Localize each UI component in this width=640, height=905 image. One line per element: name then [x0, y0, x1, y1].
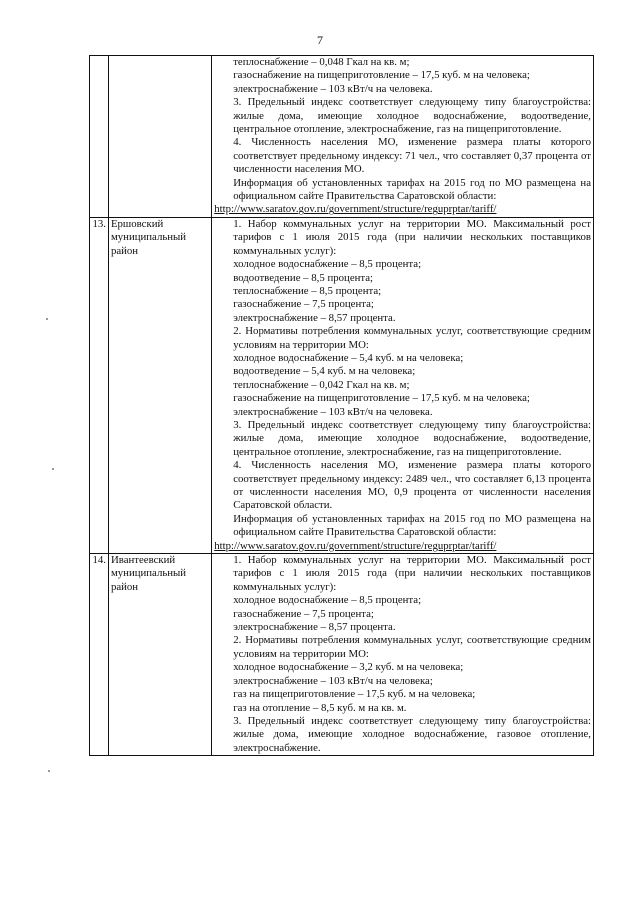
list-item: холодное водоснабжение – 5,4 куб. м на человека; [233, 351, 464, 364]
district-name: Ершовский муниципальный район [108, 217, 211, 553]
paragraph: 1. Набор коммунальных услуг на территории МО. Максимальный рост тарифов с 1 июля 2015 года (при наличии нескольких поставщиков коммунальных услуг): [233, 554, 591, 593]
table-row [90, 56, 594, 218]
scan-speck [52, 468, 54, 470]
paragraph: Информация об установленных тарифах на 2015 год по МО размещена на официальном сайте Правительства Саратовской области: [233, 512, 591, 539]
list-item: электроснабжение – 103 кВт/ч на человека; [233, 674, 433, 687]
paragraph: 1. Набор коммунальных услуг на территории МО. Максимальный рост тарифов с 1 июля 2015 года (при наличии нескольких поставщиков коммунальных услуг): [233, 217, 591, 257]
row-number: 14. [90, 554, 109, 756]
paragraph: 3. Предельный индекс соответствует следующему типу благоустройства: жилые дома, имеющие холодное водоснабжение, водоотведение, центральное отопление, электроснабжение, газ на пищеприготовление. [233, 96, 591, 136]
list-item: теплоснабжение – 0,042 Гкал на кв. м; [233, 378, 410, 391]
tariff-details [212, 56, 594, 218]
row-number: 13. [90, 217, 109, 553]
list-item: электроснабжение – 8,57 процента. [233, 311, 396, 324]
list-item: холодное водоснабжение – 3,2 куб. м на человека; [233, 661, 464, 674]
list-item: газоснабжение – 7,5 процента; [233, 298, 374, 311]
table-row [90, 554, 594, 756]
list-item: газ на пищеприготовление – 17,5 куб. м на человека; [233, 688, 476, 701]
list-item: холодное водоснабжение – 8,5 процента; [233, 594, 422, 607]
list-item: водоотведение – 5,4 куб. м на человека; [233, 365, 416, 378]
district-name [108, 56, 211, 218]
scan-speck [46, 318, 48, 320]
table-body [90, 56, 594, 756]
paragraph: 4. Численность населения МО, изменение размера платы которого соответствует предельному индексу: 71 чел., что составляет 0,37 процента от численности населения МО. [233, 136, 591, 176]
tariff-info-link[interactable]: http://www.saratov.gov.ru/government/structure/reguprptar/tariff/ [214, 203, 497, 216]
paragraph: 2. Нормативы потребления коммунальных услуг, соответствующие средним условиям на территории МО: [233, 634, 591, 660]
scan-speck [48, 770, 50, 772]
list-item: газоснабжение на пищеприготовление – 17,5 куб. м на человека; [233, 69, 530, 82]
list-item: холодное водоснабжение – 8,5 процента; [233, 258, 422, 271]
paragraph: 4. Численность населения МО, изменение размера платы которого соответствует предельному индексу: 2489 чел., что составляет 6,13 процента от численности населения МО, 0,9 процента от численности населения Саратовской области. [233, 459, 591, 512]
paragraph: 2. Нормативы потребления коммунальных услуг, соответствующие средним условиям на территории МО: [233, 325, 591, 351]
paragraph: Информация об установленных тарифах на 2015 год по МО размещена на официальном сайте Правительства Саратовской области: [233, 176, 591, 203]
list-item: газ на отопление – 8,5 куб. м на кв. м. [233, 701, 407, 714]
list-item: водоотведение – 8,5 процента; [233, 271, 374, 284]
list-item: электроснабжение – 103 кВт/ч на человека. [233, 405, 433, 418]
tariff-details [212, 554, 594, 756]
tariff-details [212, 217, 594, 553]
paragraph: 3. Предельный индекс соответствует следующему типу благоустройства: жилые дома, имеющие холодное водоснабжение, водоотведение, центральное отопление, электроснабжение, газ на пищеприготовление. [233, 418, 591, 458]
municipal-tariff-table [89, 55, 594, 756]
district-name: Ивантеевский муниципальный район [108, 554, 211, 756]
list-item: теплоснабжение – 0,048 Гкал на кв. м; [233, 56, 410, 68]
list-item: теплоснабжение – 8,5 процента; [233, 284, 382, 297]
paragraph: 3. Предельный индекс соответствует следующему типу благоустройства: жилые дома, имеющие холодное водоснабжение, газовое отопление, электроснабжение. [233, 714, 591, 754]
row-number [90, 56, 109, 218]
page-number: 7 [317, 33, 323, 47]
tariff-info-link[interactable]: http://www.saratov.gov.ru/government/structure/reguprptar/tariff/ [214, 539, 497, 552]
list-item: газоснабжение – 7,5 процента; [233, 607, 374, 620]
table-row [90, 217, 594, 553]
list-item: газоснабжение на пищеприготовление – 17,5 куб. м на человека; [233, 392, 530, 405]
list-item: электроснабжение – 8,57 процента. [233, 621, 396, 634]
list-item: электроснабжение – 103 кВт/ч на человека. [233, 82, 433, 95]
